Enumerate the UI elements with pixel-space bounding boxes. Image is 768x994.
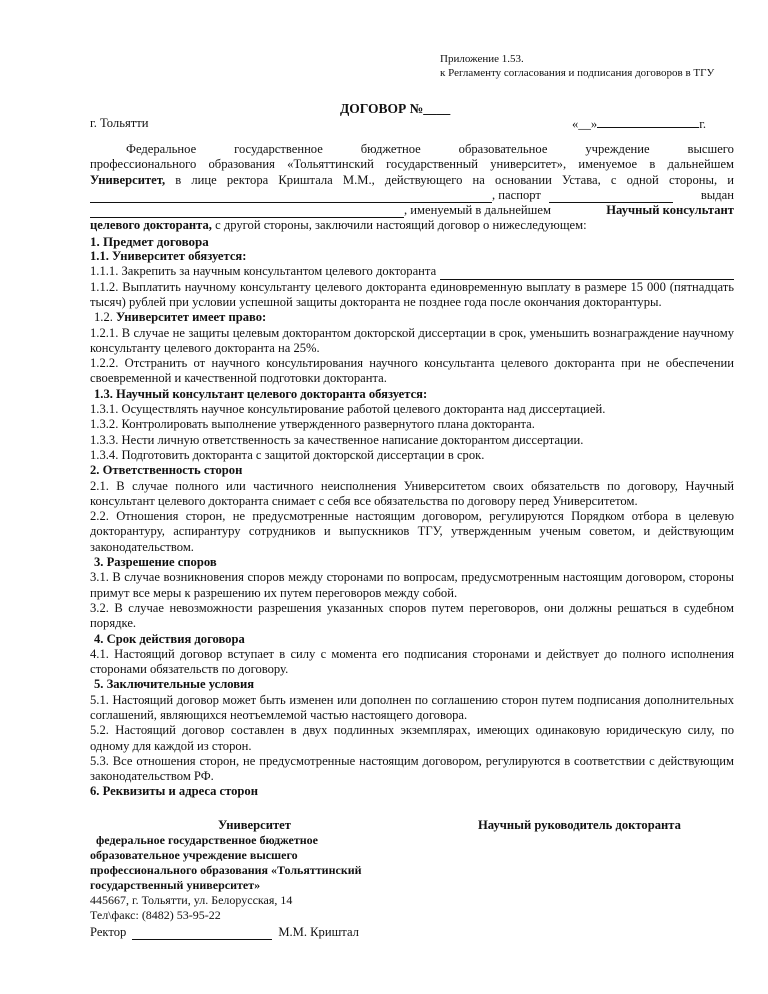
clause-1-1-2: 1.1.2. Выплатить научному консультанту целевого докторанта единовременную выплату в размере 15 000 (пятнадцать тысяч) рублей при условии успешной защиты докторанта не позднее года после окончания докторантуры. [90,279,734,309]
clause-1-3-heading: 1.3. Научный консультант целевого докторанта обязуется: [94,386,428,401]
doctoral-student-blank [440,268,734,280]
section-5-heading: 5. Заключительные условия [94,677,255,692]
appendix-note [440,52,714,80]
clause-1-1-1: 1.1.1. Закрепить за научным консультантом целевого докторанта [90,264,734,279]
clause-1-2-2: 1.2.2. Отстранить от научного консультирования научного консультанта целевого докторанта при не обеспечении своевременной и качественной подготовки докторанта. [90,356,734,386]
clause-4-1: 4.1. Настоящий договор вступает в силу с момента его подписания сторонами и действует до полного исполнения сторонами обязательств по договору. [90,646,734,677]
intro-line-2: профессионального образования «Тольяттинский государственный университет», именуемое в дальнейшем [90,157,734,172]
clause-5-3: 5.3. Все отношения сторон, не предусмотренные настоящим договором, регулируются в соответствии с действующим законодательством РФ. [90,753,734,784]
section-6-heading: 6. Реквизиты и адреса сторон [90,784,258,799]
intro-line-1: Федеральное государственное бюджетное образовательное учреждение высшего [126,142,734,156]
contract-body [90,142,734,800]
university-phone: Тел\факс: (8482) 53-95-22 [90,908,221,922]
university-requisites [90,833,362,923]
university-name-line-2: образовательное учреждение высшего [90,848,298,862]
city: г. Тольятти [90,116,149,130]
clause-1-2-heading: 1.2. Университет имеет право: [94,310,267,325]
date-day: «__» [572,117,598,131]
university-name-line-4: государственный университет» [90,878,261,892]
clause-3-1: 3.1. В случае возникновения споров между сторонами по вопросам, предусмотренным настоящим договором, стороны примут все меры к разрешению их путем переговоров между собой. [90,570,734,600]
clause-1-1-heading: 1.1. Университет обязуется: [90,249,247,264]
section-3-heading: 3. Разрешение споров [94,555,217,570]
date-blank [597,116,699,128]
intro-line-4: , паспорт выдан [90,188,734,203]
issued-blank [90,206,404,218]
university-name-line-3: профессионального образования «Тольяттинский [90,863,362,877]
rector-label: Ректор [90,925,127,939]
university-address: 445667, г. Тольятти, ул. Белорусская, 14 [90,893,293,907]
clause-3-2: 3.2. В случае невозможности разрешения указанных споров путем переговоров, они должны решаться в судебном порядке. [90,600,734,631]
university-title: Университет [218,818,291,832]
clause-2-1: 2.1. В случае полного или частичного неисполнения Университетом своих обязательств по договору, Научный консультант целевого докторанта снимает с себя все обязательства по договору перед Университетом. [90,478,734,508]
clause-1-3-3: 1.3.3. Нести личную ответственность за качественное написание докторантом диссертации. [90,432,584,447]
section-1-heading: 1. Предмет договора [90,233,209,249]
appendix-line-1: Приложение 1.53. [440,53,524,65]
section-2-heading: 2. Ответственность сторон [90,463,243,478]
signature-blank [132,928,272,940]
appendix-line-2: к Регламенту согласования и подписания договоров в ТГУ [440,67,715,79]
clause-2-2: 2.2. Отношения сторон, не предусмотренные настоящим договором, регулируются Порядком отбора в целевую докторантуру, аспирантуру сотрудников и выпускников ТГУ, утвержденным ученым советом, и действующим законодательством. [90,509,734,554]
clause-1-3-1: 1.3.1. Осуществлять научное консультирование работой целевого докторанта над диссертацией. [90,402,606,417]
passport-blank [549,191,673,203]
intro-line-6: целевого докторанта, с другой стороны, заключили настоящий договор о нижеследующем: [90,218,587,233]
name-blank [90,191,492,203]
contract-title: ДОГОВОР №____ [340,101,451,116]
intro-line-3: Университет, в лице ректора Криштала М.М., действующего на основании Устава, с одной стороны, и [90,172,734,187]
clause-1-3-4: 1.3.4. Подготовить докторанта с защитой докторской диссертации в срок. [90,447,485,462]
rector-name: М.М. Криштал [278,925,359,939]
clause-1-3-2: 1.3.2. Контролировать выполнение утвержденного развернутого плана докторанта. [90,417,535,432]
supervisor-title: Научный руководитель докторанта [478,818,681,832]
rector-signature [90,925,359,940]
contract-date [572,116,706,132]
clause-1-2-1: 1.2.1. В случае не защиты целевым докторантом докторской диссертации в срок, уменьшить вознаграждение научному консультанту целевого докторанта на 25%. [90,325,734,355]
intro-line-5: , именуемый в дальнейшем Научный консультант [90,203,734,218]
clause-5-1: 5.1. Настоящий договор может быть изменен или дополнен по соглашению сторон путем подписания дополнительных соглашений, являющихся неотъемлемой частью настоящего договора. [90,692,734,722]
section-4-heading: 4. Срок действия договора [94,631,245,646]
clause-5-2: 5.2. Настоящий договор составлен в двух подлинных экземплярах, имеющих одинаковую юридическую силу, по одному для каждой из сторон. [90,723,734,753]
university-name-line-1: федеральное государственное бюджетное [96,833,319,847]
date-suffix: г. [699,117,707,131]
